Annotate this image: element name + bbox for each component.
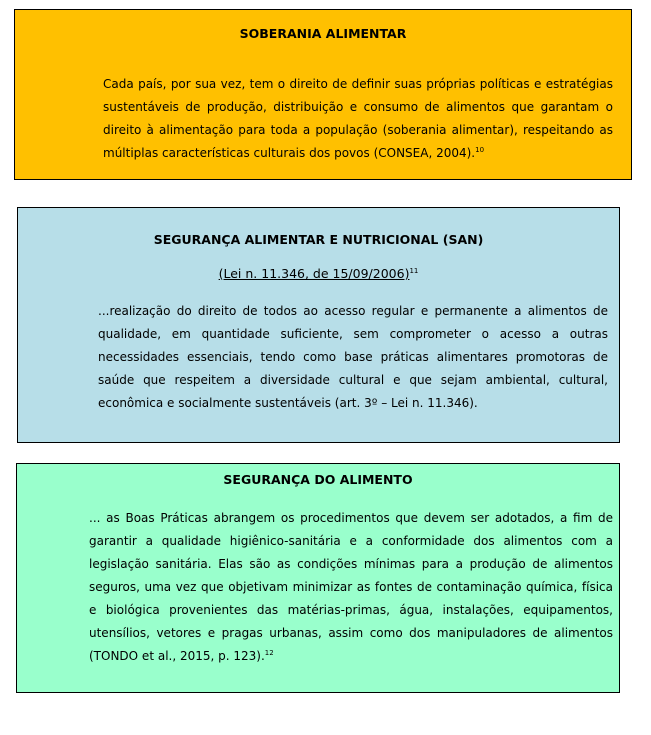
food-sovereignty-text xyxy=(103,73,613,165)
food-safety-title: SEGURANÇA DO ALIMENTO xyxy=(223,472,413,487)
food-nutrition-security-title: SEGURANÇA ALIMENTAR E NUTRICIONAL (SAN) xyxy=(153,232,484,247)
food-sovereignty-title: SOBERANIA ALIMENTAR xyxy=(239,26,407,41)
footnote-12: 12 xyxy=(264,649,274,657)
food-nutrition-security-text: ...realização do direito de todos ao acesso regular e permanente a alimentos de qualidade, em quantidade suficiente, sem comprometer o acesso a outras necessidades essenciais, tendo como base práticas alimentares promotoras de saúde que respeitem a diversidade cultural e que sejam ambiental, cultural, econômica e socialmente sustentáveis (art. 3º – Lei n. 11.346). xyxy=(98,304,608,410)
food-nutrition-security-box xyxy=(17,207,620,443)
food-sovereignty-box xyxy=(14,9,632,180)
footnote-11: 11 xyxy=(409,266,419,275)
law-reference-text: (Lei n. 11.346, de 15/09/2006) xyxy=(218,266,410,281)
footnote-10: 10 xyxy=(475,146,485,154)
food-safety-box xyxy=(16,463,620,693)
food-safety-text xyxy=(89,507,613,668)
food-safety-body: ... as Boas Práticas abrangem os procedimentos que devem ser adotados, a fim de garantir a qualidade higiênico-sanitária e a conformidade dos alimentos com a legislação sanitária. Elas são as condições mínimas para a produção de alimentos seguros, uma vez que objetivam minimizar as fontes de contaminação química, física e biológica provenientes das matérias-primas, água, instalações, equipamentos, utensílios, vetores e pragas urbanas, assim como dos manipuladores de alimentos (TONDO et al., 2015, p. 123). xyxy=(89,511,613,663)
food-sovereignty-body: Cada país, por sua vez, tem o direito de definir suas próprias políticas e estratégias sustentáveis de produção, distribuição e consumo de alimentos que garantam o direito à alimentação para toda a população (soberania alimentar), respeitando as múltiplas características culturais dos povos (CONSEA, 2004). xyxy=(103,77,613,160)
law-reference xyxy=(18,266,619,281)
